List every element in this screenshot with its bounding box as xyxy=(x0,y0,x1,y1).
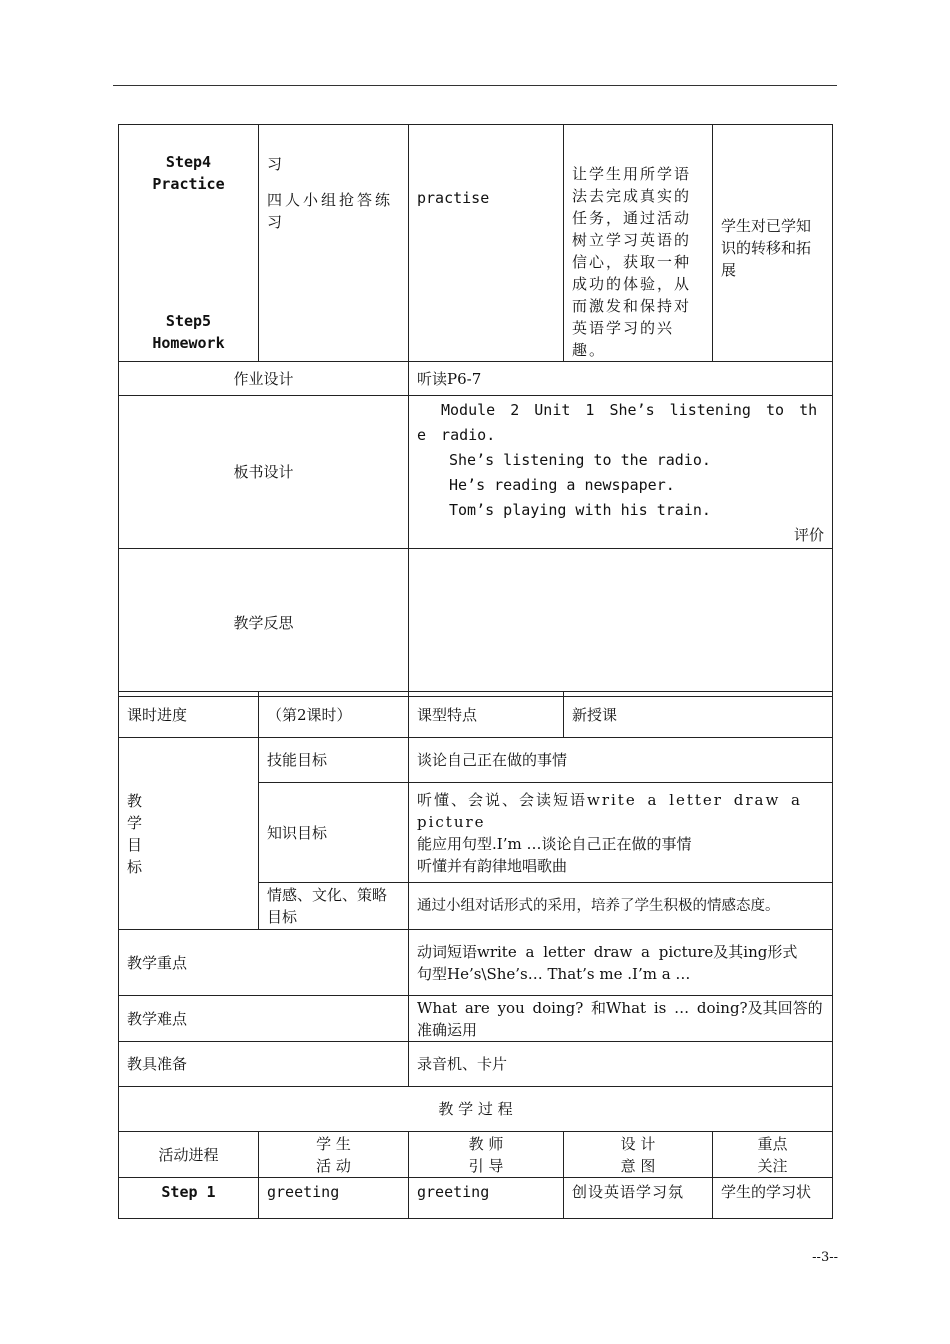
knowledge-line-1: 听懂、会说、会读短语write a letter draw a picture xyxy=(417,790,803,831)
key-points-line-2: 句型He’s\She’s… That’s me .I’m a … xyxy=(417,964,691,983)
evaluation-label: 评价 xyxy=(793,526,824,544)
process-title: 教 学 过 程 xyxy=(119,1087,833,1132)
header-teacher-line1: 教 师 xyxy=(468,1134,504,1153)
knowledge-goal-value xyxy=(409,783,833,883)
homework-design-label: 作业设计 xyxy=(119,362,409,396)
key-points-value xyxy=(409,930,833,996)
reflection-content xyxy=(409,549,833,697)
emotion-goal-label: 情感、文化、策略目标 xyxy=(259,883,409,930)
focus-cell: 学生对已学知识的转移和拓展 xyxy=(713,125,833,362)
header-rule xyxy=(113,85,837,86)
homework-design-value: 听读P6-7 xyxy=(409,362,833,396)
tools-label: 教具准备 xyxy=(119,1042,409,1087)
step1-row xyxy=(119,1178,833,1219)
design-intent-cell: 让学生用所学语法去完成真实的任务，通过活动树立学习英语的信心，获取一种成功的体验，从而激发和保持对英语学习的兴趣。 xyxy=(564,125,713,362)
progress-label: 课时进度 xyxy=(119,692,259,738)
emotion-goal-value: 通过小组对话形式的采用，培养了学生积极的情感态度。 xyxy=(409,883,833,930)
board-design-label: 板书设计 xyxy=(119,396,409,549)
key-points-line-1: 动词短语write a letter draw a picture及其ing形式 xyxy=(417,942,798,961)
teacher-guide-cell: practise xyxy=(409,125,564,362)
student-activity-cell xyxy=(259,125,409,362)
step5-label: Step5 xyxy=(165,312,212,330)
knowledge-line-2: 能应用句型.I’m …谈论自己正在做的事情 xyxy=(417,834,692,853)
header-student-line1: 学 生 xyxy=(316,1134,351,1153)
step1-teacher: greeting xyxy=(409,1178,564,1219)
student-activity-line1: 习 xyxy=(267,155,283,173)
knowledge-goal-label: 知识目标 xyxy=(259,783,409,883)
reflection-row xyxy=(119,549,833,697)
key-points-row xyxy=(119,930,833,996)
board-line-1: Module 2 Unit 1 She’s listening to the radio. xyxy=(417,401,818,444)
header-intent-line2: 意 图 xyxy=(620,1156,656,1175)
board-line-3: He’s reading a newspaper. xyxy=(449,476,675,494)
plan-table-upper xyxy=(118,124,833,697)
board-row xyxy=(119,396,833,549)
skill-goal-label: 技能目标 xyxy=(259,738,409,783)
lesson-row xyxy=(119,692,833,738)
header-teacher xyxy=(409,1132,564,1178)
process-header-row xyxy=(119,1132,833,1178)
board-line-4: Tom’s playing with his train. xyxy=(449,501,711,519)
step1-intent: 创设英语学习氛 xyxy=(564,1178,713,1219)
key-points-label: 教学重点 xyxy=(119,930,409,996)
header-intent-line1: 设 计 xyxy=(620,1134,656,1153)
goals-label-char-2: 学 xyxy=(127,813,143,832)
header-intent xyxy=(564,1132,713,1178)
header-student xyxy=(259,1132,409,1178)
skill-goal-row xyxy=(119,738,833,783)
header-student-line2: 活 动 xyxy=(316,1156,351,1175)
homework-row xyxy=(119,362,833,396)
goals-label xyxy=(119,738,259,930)
step-cell xyxy=(119,125,259,362)
skill-goal-value: 谈论自己正在做的事情 xyxy=(409,738,833,783)
header-activity: 活动进程 xyxy=(119,1132,259,1178)
header-focus-line2: 关注 xyxy=(757,1156,788,1175)
step1-focus: 学生的学习状 xyxy=(713,1178,833,1219)
difficulties-label: 教学难点 xyxy=(119,996,409,1042)
step1-name: Step 1 xyxy=(119,1178,259,1219)
board-line-2: She’s listening to the radio. xyxy=(449,451,711,469)
type-label: 课型特点 xyxy=(409,692,564,738)
practice-label: Practice xyxy=(152,175,225,193)
type-value: 新授课 xyxy=(564,692,833,738)
board-design-content xyxy=(409,396,833,549)
header-focus-line1: 重点 xyxy=(757,1134,788,1153)
step1-student: greeting xyxy=(259,1178,409,1219)
step-row xyxy=(119,125,833,362)
header-focus xyxy=(713,1132,833,1178)
process-title-row xyxy=(119,1087,833,1132)
knowledge-line-3: 听懂并有韵律地唱歌曲 xyxy=(417,856,568,875)
goals-label-char-4: 标 xyxy=(127,857,143,876)
progress-value: （第2课时） xyxy=(259,692,409,738)
tools-value: 录音机、卡片 xyxy=(409,1042,833,1087)
header-teacher-line2: 引 导 xyxy=(468,1156,504,1175)
plan-table-lower xyxy=(118,691,833,1219)
difficulties-value: What are you doing? 和What is … doing?及其回答的准确运用 xyxy=(409,996,833,1042)
tools-row xyxy=(119,1042,833,1087)
goals-label-char-1: 教 xyxy=(127,791,143,810)
difficulties-row xyxy=(119,996,833,1042)
reflection-label: 教学反思 xyxy=(119,549,409,697)
goals-label-char-3: 目 xyxy=(127,835,143,854)
page-number: --3-- xyxy=(812,1250,838,1265)
step4-label: Step4 xyxy=(165,153,212,171)
homework-label: Homework xyxy=(152,334,225,352)
student-activity-line2: 四人小组抢答练习 xyxy=(267,191,394,231)
